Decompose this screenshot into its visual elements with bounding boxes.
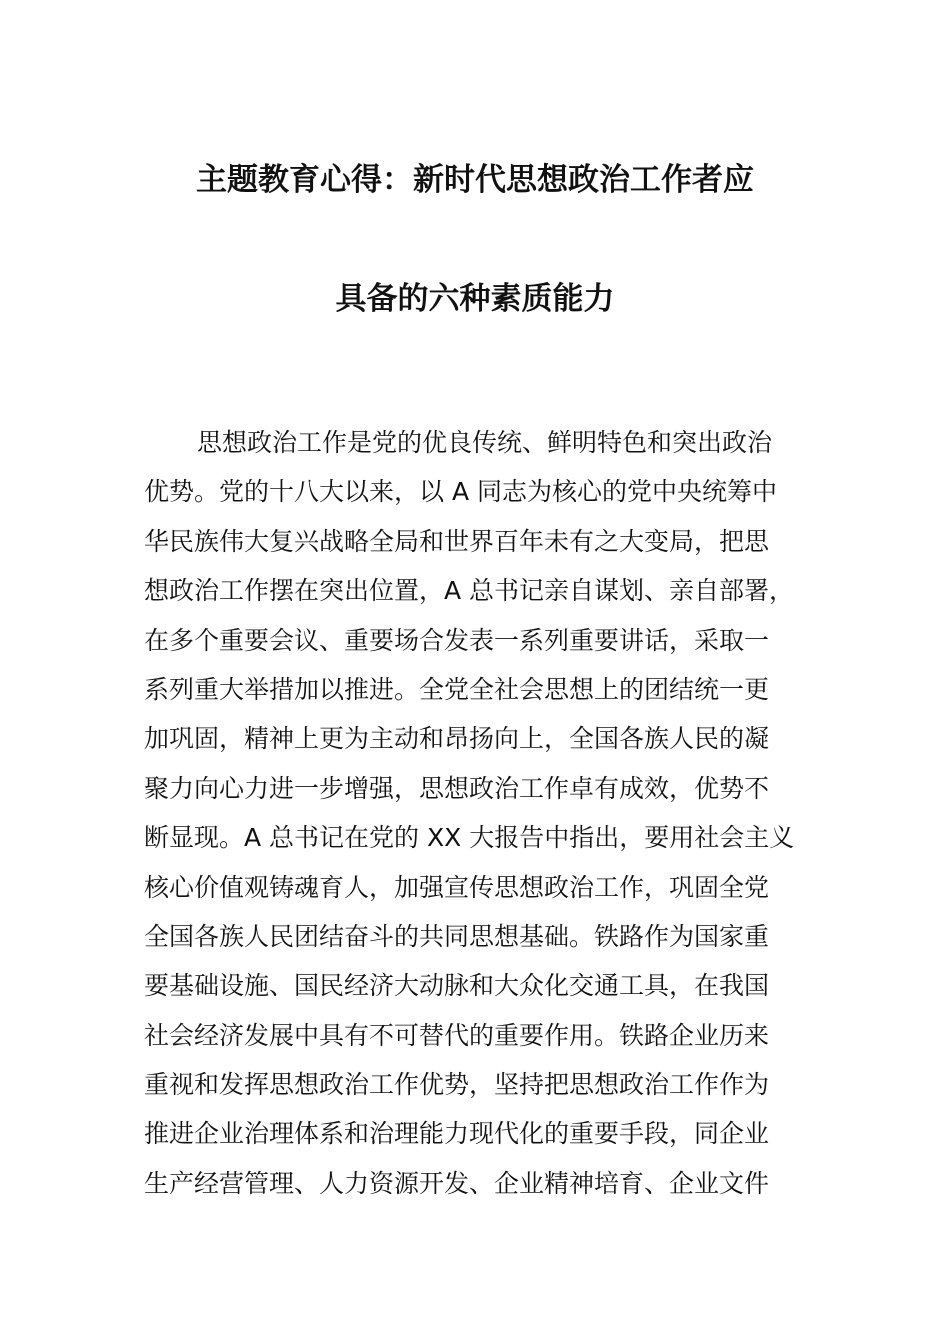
body-line: 全国各族人民团结奋斗的共同思想基础。铁路作为国家重 [144, 921, 770, 951]
body-line: 社会经济发展中具有不可替代的重要作用。铁路企业历来 [144, 1020, 770, 1050]
body-line: 核心价值观铸魂育人，加强宣传思想政治工作，巩固全党 [144, 872, 770, 902]
document-title-line-2: 具备的六种素质能力 [335, 281, 615, 317]
body-paragraph [144, 418, 806, 1208]
body-line: 加巩固，精神上更为主动和昂扬向上，全国各族人民的凝 [144, 724, 770, 754]
document-title-line-1: 主题教育心得：新时代思想政治工作者应 [196, 162, 754, 198]
body-line: 在多个重要会议、重要场合发表一系列重要讲话，采取一 [144, 625, 770, 655]
body-line: 系列重大举措加以推进。全党全社会思想上的团结统一更 [144, 674, 770, 704]
body-line: 聚力向心力进一步增强，思想政治工作卓有成效，优势不 [144, 773, 770, 803]
body-line: 生产经营管理、人力资源开发、企业精神培育、企业文件 [144, 1168, 770, 1198]
body-line: 重视和发挥思想政治工作优势，坚持把思想政治工作作为 [144, 1070, 770, 1100]
body-line: 华民族伟大复兴战略全局和世界百年未有之大变局，把思 [144, 526, 770, 556]
body-line: 想政治工作摆在突出位置，A 总书记亲自谋划、亲自部署， [144, 576, 795, 606]
body-line: 优势。党的十八大以来，以 A 同志为核心的党中央统筹中 [144, 477, 777, 507]
body-line: 要基础设施、国民经济大动脉和大众化交通工具，在我国 [144, 971, 770, 1001]
body-line: 断显现。A 总书记在党的 XX 大报告中指出，要用社会主义 [144, 823, 795, 853]
body-line: 思想政治工作是党的优良传统、鲜明特色和突出政治 [197, 428, 773, 457]
body-line: 推进企业治理体系和治理能力现代化的重要手段，同企业 [144, 1119, 770, 1149]
